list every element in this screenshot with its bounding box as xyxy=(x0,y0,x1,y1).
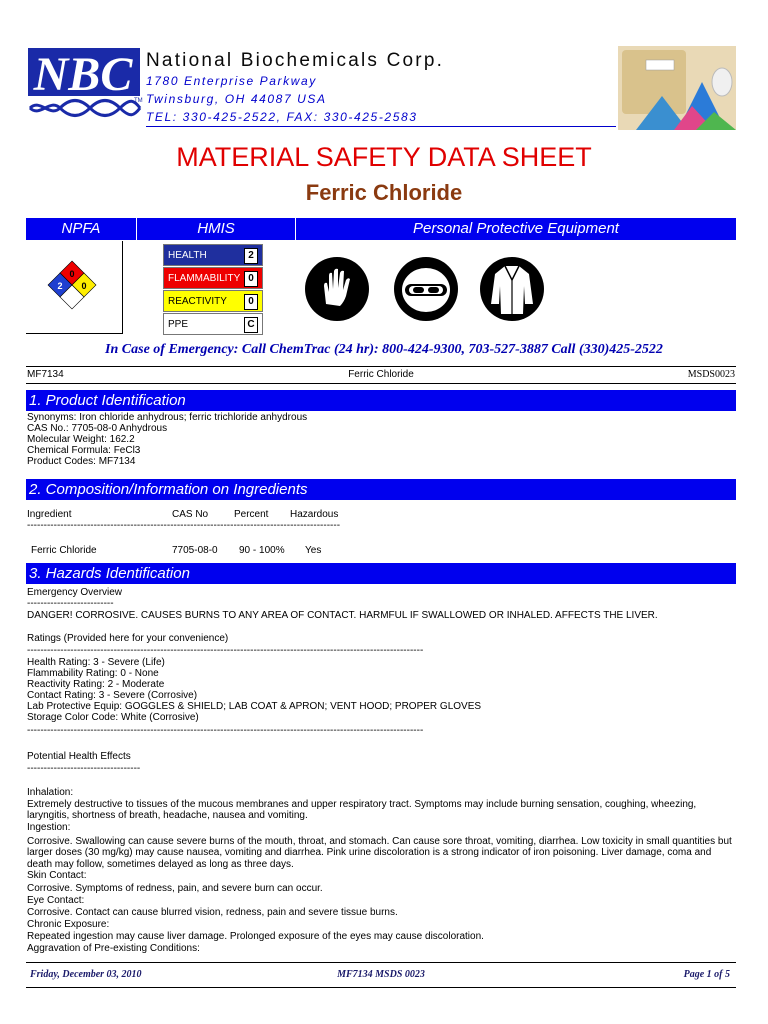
row-cas-no: 7705-08-0 xyxy=(172,545,218,556)
hmis-reactivity-row xyxy=(163,290,263,312)
col-percent: Percent xyxy=(234,509,269,520)
hmis-flammability-value: 0 xyxy=(244,271,258,287)
hmis-reactivity-value: 0 xyxy=(244,294,258,310)
company-address-line1: 1780 Enterprise Parkway xyxy=(146,74,317,88)
table-divider: ---------------------------------------------------------------------------------------------- xyxy=(27,520,341,531)
hmis-ppe-row xyxy=(163,313,263,335)
nfpa-reactivity: 0 xyxy=(81,281,87,291)
section-2-header: 2. Composition/Information on Ingredients xyxy=(26,479,736,500)
contact-rating: Contact Rating: 3 - Severe (Corrosive) xyxy=(27,690,198,701)
col-hazardous: Hazardous xyxy=(290,509,339,520)
danger-statement: DANGER! CORROSIVE. CAUSES BURNS TO ANY AREA OF CONTACT. HARMFUL IF SWALLOWED OR INHALED. AFFECTS THE LIVER. xyxy=(27,610,658,621)
company-phone-fax: TEL: 330-425-2522, FAX: 330-425-2583 xyxy=(146,110,418,124)
emergency-contact: In Case of Emergency: Call ChemTrac (24 hr): 800-424-9300, 703-527-3887 Call (330)425-2522 xyxy=(105,342,663,357)
eye-contact-heading: Eye Contact: xyxy=(27,895,85,906)
aggravation-heading: Aggravation of Pre-existing Conditions: xyxy=(27,943,200,954)
company-logo xyxy=(26,46,144,128)
svg-text:NBC: NBC xyxy=(33,48,133,101)
nfpa-flammability: 0 xyxy=(69,269,75,279)
hmis-health-row xyxy=(163,244,263,266)
hmis-ppe-label: PPE xyxy=(168,319,189,330)
hmis-health-value: 2 xyxy=(244,248,258,264)
nfpa-header: NPFA xyxy=(26,218,137,240)
hmis-flammability-row xyxy=(163,267,263,289)
eye-contact-text: Corrosive. Contact can cause blurred vision, redness, pain and severe tissue burns. xyxy=(27,907,398,918)
nfpa-diamond-icon xyxy=(26,241,122,333)
hmis-reactivity-label: REACTIVITY xyxy=(168,296,227,307)
potential-health-effects-heading: Potential Health Effects xyxy=(27,751,131,762)
divider: -------------------------- xyxy=(27,598,114,609)
ratings-heading: Ratings (Provided here for your convenience) xyxy=(27,633,229,644)
ref-msds-number: MSDS0023 xyxy=(687,369,735,380)
cas-line: CAS No.: 7705-08-0 Anhydrous xyxy=(27,423,168,434)
ref-product-name: Ferric Chloride xyxy=(348,369,414,380)
hmis-header: HMIS xyxy=(137,218,296,240)
section-3-header: 3. Hazards Identification xyxy=(26,563,736,584)
document-title: MATERIAL SAFETY DATA SHEET xyxy=(176,142,592,172)
company-name: National Biochemicals Corp. xyxy=(146,50,445,71)
header-rule xyxy=(146,126,616,127)
flammability-rating: Flammability Rating: 0 - None xyxy=(27,668,159,679)
hmis-flammability-label: FLAMMABILITY xyxy=(168,273,241,284)
inhalation-heading: Inhalation: xyxy=(27,787,74,798)
hmis-label xyxy=(163,244,263,336)
ingestion-heading: Ingestion: xyxy=(27,822,71,833)
nfpa-box xyxy=(26,241,123,334)
chronic-exposure-heading: Chronic Exposure: xyxy=(27,919,110,930)
hazard-header-row xyxy=(26,218,736,240)
chronic-exposure-text: Repeated ingestion may cause liver damage. Prolonged exposure of the eyes may cause discoloration. xyxy=(27,931,484,942)
hmis-health-label: HEALTH xyxy=(168,250,207,261)
synonyms-line: Synonyms: Iron chloride anhydrous; ferric trichloride anhydrous xyxy=(27,412,308,423)
nfpa-health: 2 xyxy=(57,281,63,291)
col-cas-no: CAS No xyxy=(172,509,209,520)
ref-product-code: MF7134 xyxy=(27,369,64,380)
svg-text:TM: TM xyxy=(134,98,143,104)
divider: ----------------------------------------------------------------------------------------------------------------------- xyxy=(27,725,424,736)
health-rating: Health Rating: 3 - Severe (Life) xyxy=(27,657,165,668)
emergency-overview-heading: Emergency Overview xyxy=(27,587,123,598)
footer-document-id: MF7134 MSDS 0023 xyxy=(337,969,425,980)
lab-coat-icon xyxy=(479,256,545,322)
divider: ----------------------------------------------------------------------------------------------------------------------- xyxy=(27,645,424,656)
page-footer xyxy=(26,962,736,988)
chemical-formula-line: Chemical Formula: FeCl3 xyxy=(27,445,141,456)
inhalation-text: Extremely destructive to tissues of the mucous membranes and upper respiratory tract. Symptoms may include burning sensation, coughing, wheezing, laryngitis, shortness of breath, headache, nausea and vomiting. xyxy=(27,799,697,822)
product-codes-line: Product Codes: MF7134 xyxy=(27,456,136,467)
goggles-icon xyxy=(393,256,459,322)
divider: ---------------------------------- xyxy=(27,763,141,774)
skin-contact-text: Corrosive. Symptoms of redness, pain, and severe burn can occur. xyxy=(27,883,323,894)
row-hazardous: Yes xyxy=(305,545,322,556)
section-1-header: 1. Product Identification xyxy=(26,390,736,411)
row-percent: 90 - 100% xyxy=(239,545,285,556)
footer-date: Friday, December 03, 2010 xyxy=(30,969,142,980)
storage-color-code: Storage Color Code: White (Corrosive) xyxy=(27,712,199,723)
ppe-header: Personal Protective Equipment xyxy=(413,220,619,237)
reference-line xyxy=(26,366,736,384)
footer-page-number: Page 1 of 5 xyxy=(683,969,730,980)
ingestion-text: Corrosive. Swallowing can cause severe burns of the mouth, throat, and stomach. Can cause sore throat, vomiting, diarrhea. Low toxicity in small quantities but larger doses (30 mg/kg) may cause nausea, vomiting and diarrhea. Pink urine discoloration is a strong indicator of iron poisoning. Liver damage, coma and death may follow, sometimes delayed as long as three days. xyxy=(27,836,732,870)
lab-illustration xyxy=(618,46,736,130)
gloves-icon xyxy=(304,256,370,322)
hmis-ppe-value: C xyxy=(244,317,258,333)
skin-contact-heading: Skin Contact: xyxy=(27,870,87,881)
molecular-weight-line: Molecular Weight: 162.2 xyxy=(27,434,135,445)
product-name: Ferric Chloride xyxy=(305,180,463,205)
company-address-line2: Twinsburg, OH 44087 USA xyxy=(146,92,327,106)
row-ingredient: Ferric Chloride xyxy=(31,545,97,556)
lab-protective-equip: Lab Protective Equip: GOGGLES & SHIELD; LAB COAT & APRON; VENT HOOD; PROPER GLOVES xyxy=(27,701,482,712)
reactivity-rating: Reactivity Rating: 2 - Moderate xyxy=(27,679,165,690)
col-ingredient: Ingredient xyxy=(27,509,72,520)
